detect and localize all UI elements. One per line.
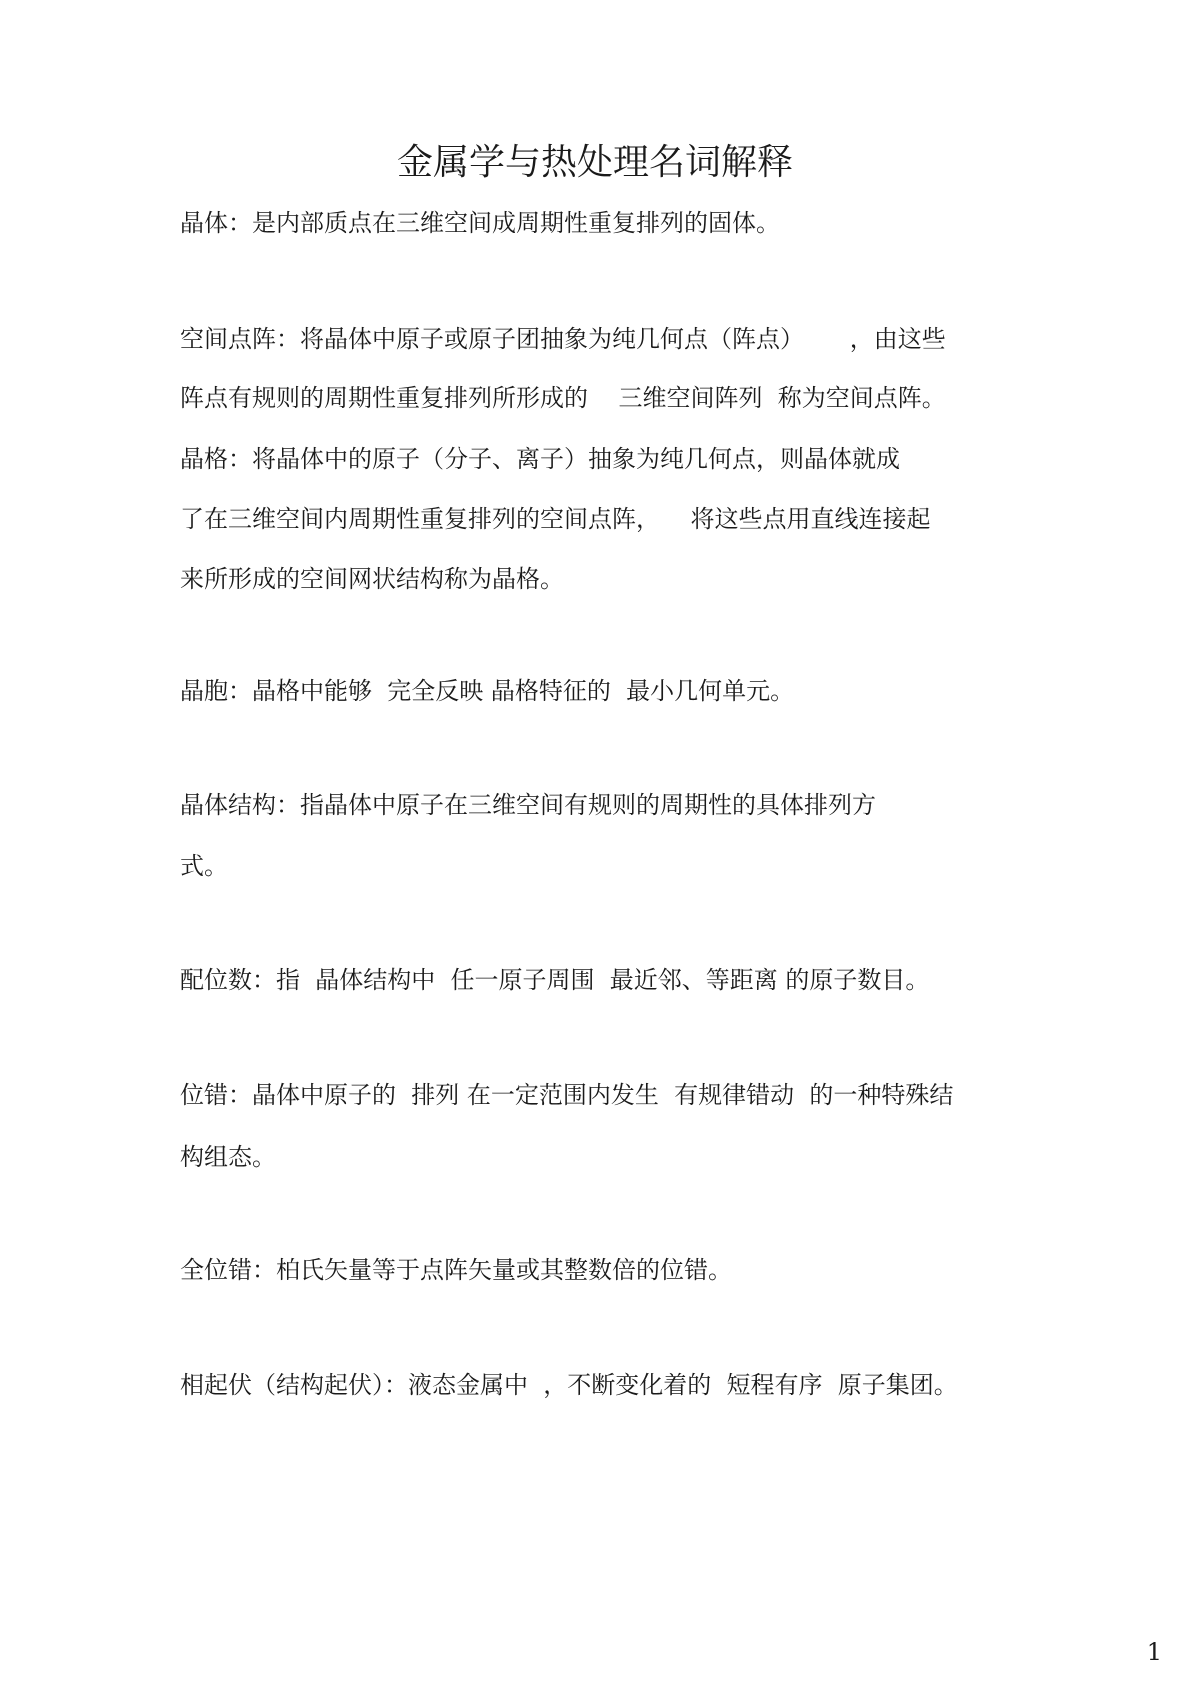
text-line-perfect-dislocation: 全位错：柏氏矢量等于点阵矢量或其整数倍的位错。	[180, 1256, 732, 1284]
document-title: 金属学与热处理名词解释	[396, 142, 793, 183]
text-line-space-lattice-1: 空间点阵：将晶体中原子或原子团抽象为纯几何点（阵点） ，由这些	[180, 325, 946, 353]
text-line-phase-fluctuation: 相起伏（结构起伏）：液态金属中 ，不断变化着的 短程有序 原子集团。	[180, 1371, 958, 1399]
text-line-coordination-number: 配位数：指 晶体结构中 任一原子周围 最近邻、等距离 的原子数目。	[180, 966, 930, 994]
text-line-crystal: 晶体：是内部质点在三维空间成周期性重复排列的固体。	[180, 209, 780, 237]
text-line-dislocation-1: 位错：晶体中原子的 排列 在一定范围内发生 有规律错动 的一种特殊结	[180, 1081, 954, 1109]
text-line-dislocation-2: 构组态。	[180, 1143, 276, 1171]
text-line-lattice-1: 晶格：将晶体中的原子（分子、离子）抽象为纯几何点，则晶体就成	[180, 445, 900, 473]
text-line-crystal-structure-2: 式。	[180, 852, 228, 880]
page-number: 1	[1146, 1638, 1162, 1666]
text-line-crystal-structure-1: 晶体结构：指晶体中原子在三维空间有规则的周期性的具体排列方	[180, 791, 876, 819]
text-line-unit-cell: 晶胞：晶格中能够 完全反映 晶格特征的 最小几何单元。	[180, 677, 795, 705]
text-line-space-lattice-2: 阵点有规则的周期性重复排列所形成的 三维空间阵列 称为空间点阵。	[180, 384, 946, 412]
text-line-lattice-3: 来所形成的空间网状结构称为晶格。	[180, 565, 564, 593]
text-line-lattice-2: 了在三维空间内周期性重复排列的空间点阵， 将这些点用直线连接起	[180, 505, 931, 533]
